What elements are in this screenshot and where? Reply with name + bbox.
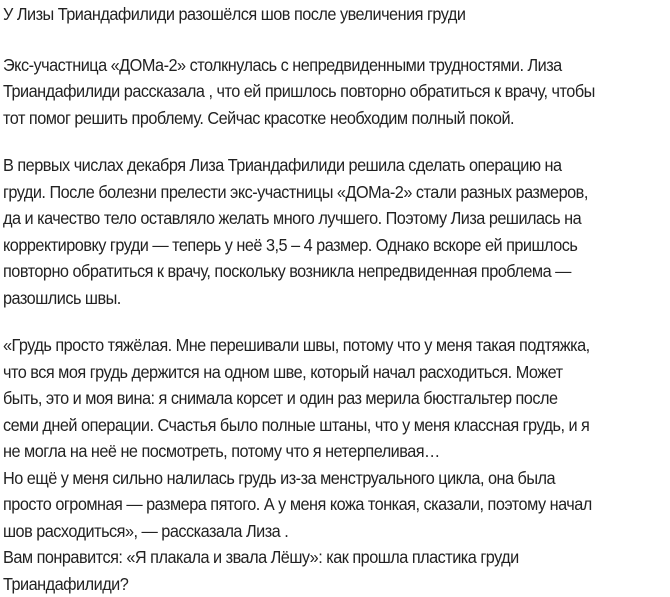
text-line: семи дней операции. Счастья было полные штаны, что у меня классная грудь, и я — [3, 412, 623, 439]
text-line: просто огромная — размера пятого. А у меня кожа тонкая, сказали, поэтому начал — [3, 491, 623, 518]
article-title: У Лизы Триандафилиди разошёлся шов после увеличения груди — [3, 1, 623, 28]
text-line: быть, это и моя вина: я снимала корсет и один раз мерила бюстгальтер после — [3, 385, 623, 412]
text-line: не могла на неё не посмотреть, потому что я нетерпеливая… — [3, 438, 623, 465]
text-line: шов расходиться», — рассказала Лиза . — [3, 518, 623, 545]
related-link[interactable] — [3, 544, 670, 597]
related-link-text[interactable]: Вам понравится: «Я плакала и звала Лёшу»: как прошла пластика груди — [3, 544, 623, 571]
article — [0, 1, 670, 597]
related-link-text[interactable]: Триандафилиди? — [3, 571, 623, 597]
text-line: что вся моя грудь держится на одном шве, который начал расходиться. Может — [3, 359, 623, 386]
body-paragraph — [3, 152, 670, 311]
text-line: Но ещё у меня сильно налилась грудь из-за менструального цикла, она была — [3, 465, 623, 492]
quote-paragraph — [3, 332, 670, 544]
text-line: тот помог решить проблему. Сейчас красотке необходим полный покой. — [3, 105, 623, 132]
lead-paragraph — [3, 52, 670, 132]
text-line: разошлись швы. — [3, 285, 623, 312]
text-line: Триандафилиди рассказала , что ей пришлось повторно обратиться к врачу, чтобы — [3, 78, 623, 105]
text-line: «Грудь просто тяжёлая. Мне перешивали швы, потому что у меня такая подтяжка, — [3, 332, 623, 359]
text-line: да и качество тело оставляло желать много лучшего. Поэтому Лиза решилась на — [3, 205, 623, 232]
text-line: В первых числах декабря Лиза Триандафилиди решила сделать операцию на — [3, 152, 623, 179]
text-line: груди. После болезни прелести экс-участницы «ДОМа-2» стали разных размеров, — [3, 179, 623, 206]
text-line: Экс-участница «ДОМа-2» столкнулась с непредвиденными трудностями. Лиза — [3, 52, 623, 79]
text-line: повторно обратиться к врачу, поскольку возникла непредвиденная проблема — — [3, 258, 623, 285]
text-line: корректировку груди — теперь у неё 3,5 – 4 размер. Однако вскоре ей пришлось — [3, 232, 623, 259]
